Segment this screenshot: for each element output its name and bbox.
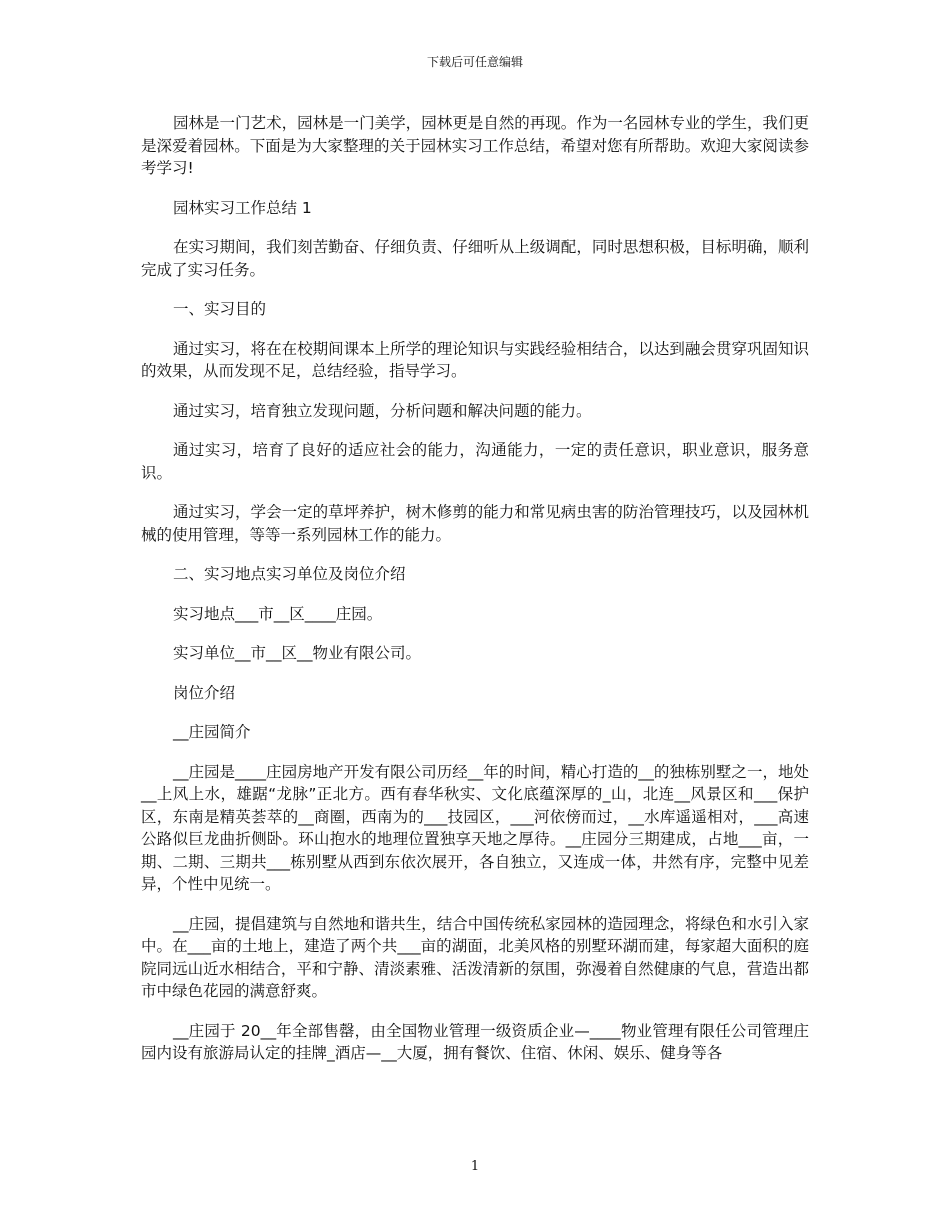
paragraph-purpose-1: 通过实习，将在在校期间课本上所学的理论知识与实践经验相结合，以达到融会贯穿巩固知识的效果，从而发现不足，总结经验，指导学习。: [141, 339, 809, 380]
paragraph-purpose-3: 通过实习，培育了良好的适应社会的能力，沟通能力，一定的责任意识，职业意识，服务意识。: [141, 441, 809, 482]
paragraph-manor-2: __庄园，提倡建筑与自然地和谐共生，结合中国传统私家园林的造园理念，将绿色和水引入家中。在___亩的土地上，建造了两个共___亩的湖面，北美风格的别墅环湖而建，每家超大面积的庭院同远山近水相结合，平和宁静、清淡素雅、活泼清新的氛围，弥漫着自然健康的气息，营造出都市中绿色花园的满意舒爽。: [141, 914, 809, 1000]
paragraph-company: 实习单位__市__区__物业有限公司。: [173, 644, 422, 662]
page-header: 下载后可任意编辑: [426, 55, 523, 69]
paragraph-purpose-2: 通过实习，培育独立发现问题，分析问题和解决问题的能力。: [173, 401, 592, 420]
paragraph-location: 实习地点___市__区____庄园。: [173, 604, 383, 623]
heading-location-and-position: 二、实习地点实习单位及岗位介绍: [173, 565, 406, 583]
page-number: 1: [470, 1159, 480, 1174]
paragraph-manor-3: __庄园于 20__年全部售罄，由全国物业管理一级资质企业—____物业管理有限任公司管理庄园内设有旅游局认定的挂牌_酒店—__大厦，拥有餐饮、住宿、休闲、娱乐、健身等各: [141, 1021, 809, 1062]
document-body: [141, 112, 809, 1082]
paragraph-purpose-4: 通过实习，学会一定的草坪养护，树木修剪的能力和常见病虫害的防治管理技巧，以及园林机械的使用管理，等等一系列园林工作的能力。: [141, 503, 809, 544]
heading-position-intro: 岗位介绍: [173, 683, 236, 702]
heading-manor-intro: __庄园简介: [173, 723, 251, 741]
paragraph-intro: 园林是一门艺术，园林是一门美学，园林更是自然的再现。作为一名园林专业的学生，我们更是深爱着园林。下面是为大家整理的关于园林实习工作总结，希望对您有所帮助。欢迎大家阅读参考学习!: [141, 114, 809, 177]
paragraph-manor-1: __庄园是____庄园房地产开发有限公司历经__年的时间，精心打造的__的独栋别墅之一，地处__上风上水，雄踞“龙脉”正北方。西有春华秋实、文化底蕴深厚的_山，北连__风景区和___保护区，东南是精英荟萃的__商圈，西南为的___技园区，___河依傍而过，__水库遥遥相对，___高速公路似巨龙曲折侧卧。环山抱水的地理位置独享天地之厚待。__庄园分三期建成，占地___亩，一期、二期、三期共___栋别墅从西到东依次展开，各自独立，又连成一体，井然有序，完整中见差异，个性中见统一。: [141, 762, 809, 893]
heading-internship-purpose: 一、实习目的: [173, 300, 267, 318]
paragraph-summary: 在实习期间，我们刻苦勤奋、仔细负责、仔细听从上级调配，同时思想积极，目标明确，顺利完成了实习任务。: [141, 238, 809, 279]
section-title-summary-1: 园林实习工作总结 1: [173, 198, 312, 217]
